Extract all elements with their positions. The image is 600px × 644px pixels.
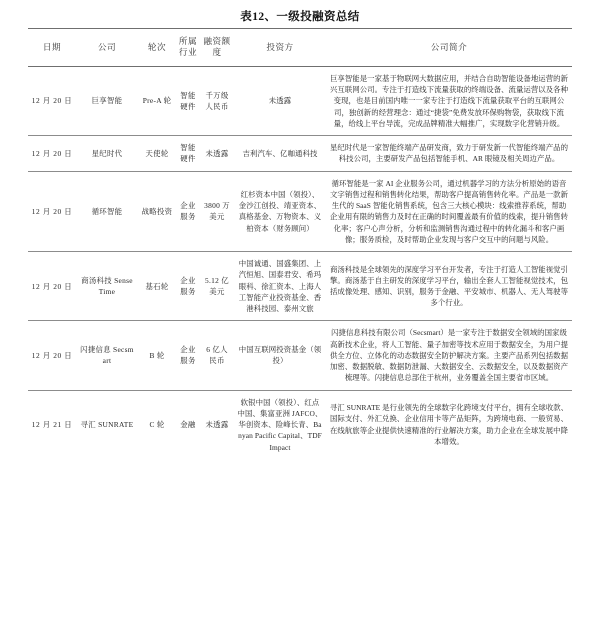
cell-round: 战略投资 (141, 206, 173, 216)
cell-company: 闪捷信息 Secsmart (80, 345, 134, 366)
cell-description: 巨享智能是一家基于物联网大数据应用，并结合自助智能设备地运营的新兴互联网公司。专注于打造线下流量获取的终端设备、流量运营以及各种变现，也是目前国内唯一一家专注于打造线下流量获取平台的互联网公司，独创新的经营理念：通过“捷袋”免费发放环保购物袋，获取线下流量，给线上平台导流，完成品牌精准大幅推广，实现数字化营销升级。 (329, 73, 569, 128)
cell-date: 12 月 20 日 (31, 96, 73, 106)
cell-investors: 软银中国（领投）、红点中国、集富亚洲 JAFCO、华创资本、险峰长青、Banyan Pacific Capital、TDF Impact (237, 397, 323, 452)
cell-round: B 轮 (149, 350, 165, 360)
table-row (28, 66, 572, 135)
table-header-row (28, 28, 572, 66)
cell-investors: 中国诚通、国盛集团、上汽恒旭、国泰君安、希玛眼科、徐汇资本、上海人工智能产业投资基金、香港科技园、泰州文旅 (238, 259, 322, 314)
cell-amount: 未透露 (205, 420, 229, 430)
cell-round: 基石轮 (145, 281, 169, 291)
cell-industry: 智能硬件 (180, 90, 196, 111)
cell-date: 12 月 20 日 (31, 350, 73, 360)
cell-amount: 6 亿人民币 (206, 345, 228, 366)
cell-company: 寻汇 SUNRATE (80, 420, 134, 430)
cell-description: 商汤科技是全球领先的深度学习平台开发者，专注于打造人工智能视觉引擎。商汤基于自主研发的深度学习平台，输出全套人工智能视觉技术，包括成像处理、感知、识别，服务于金融、平安城市、机器人、无人驾驶等多个行业。 (329, 264, 569, 308)
cell-amount: 千万级人民币 (205, 90, 229, 111)
table-row (28, 252, 572, 321)
column-header-company: 公司 (97, 41, 117, 52)
cell-amount: 5.12 亿美元 (205, 275, 229, 297)
column-header-industry: 所属行业 (178, 35, 198, 58)
table-row (28, 390, 572, 459)
cell-amount: 未透露 (205, 148, 229, 158)
cell-company: 星纪时代 (91, 148, 123, 158)
cell-date: 12 月 20 日 (31, 206, 73, 216)
cell-investors: 中国互联网投资基金（领投） (238, 345, 322, 366)
cell-company: 商汤科技 SenseTime (81, 275, 133, 297)
cell-round: Pre-A 轮 (142, 96, 172, 106)
column-header-investors: 投资方 (266, 41, 294, 52)
table-body (28, 66, 572, 459)
cell-amount: 3800 万美元 (204, 201, 230, 222)
cell-round: 天使轮 (145, 148, 169, 158)
cell-date: 12 月 20 日 (31, 281, 73, 291)
cell-industry: 智能硬件 (180, 143, 196, 164)
table-header (28, 28, 572, 66)
cell-company: 巨享智能 (91, 96, 123, 106)
cell-industry: 企业服务 (180, 275, 196, 297)
cell-industry: 金融 (180, 420, 196, 430)
cell-round: C 轮 (149, 420, 165, 430)
table-title: 表12、一级投融资总结 (240, 11, 360, 23)
table-row (28, 171, 572, 252)
cell-industry: 企业服务 (180, 201, 196, 222)
cell-investors: 红杉资本中国（领投）、金沙江创投、靖亚资本、真格基金、万物资本、义柏资本（财务顾问） (238, 189, 322, 233)
column-header-amount: 融资额度 (203, 35, 231, 58)
cell-investors: 吉利汽车、亿咖通科技 (242, 148, 318, 158)
cell-description: 寻汇 SUNRATE 是行业领先的全球数字化跨境支付平台，拥有全球收款、国际支付、外汇兑换、企业信用卡等产品矩阵，为跨境电商、一般贸易、在线航旅等企业提供快速精准的行业解决方案，助力企业在全球发展中降本增效。 (329, 403, 569, 446)
cell-description: 星纪时代是一家智能终端产品研发商，致力于研发新一代智能终端产品的科技公司，主要研发产品包括智能手机、AR 眼镜及相关周边产品。 (329, 143, 569, 164)
cell-description: 闪捷信息科技有限公司（Secsmart）是一家专注于数据安全领域的国家级高新技术企业，将人工智能、量子加密等技术应用于数据安全，为用户提供全方位、立体化的动态数据安全防护解决方案。主要产品系列包括数据加密、数据脱敏、数据防泄漏、大数据安全、云数据安全，以及数据资产梳理等。闪捷信息总部住于杭州，业务覆盖全国主要省市区域。 (329, 328, 569, 383)
cell-company: 循环智能 (91, 206, 123, 216)
cell-investors: 未透露 (268, 96, 292, 106)
cell-date: 12 月 21 日 (31, 420, 73, 430)
financing-summary-table (28, 28, 572, 459)
table-row (28, 321, 572, 390)
cell-date: 12 月 20 日 (31, 148, 73, 158)
table-row (28, 136, 572, 172)
column-header-date: 日期 (42, 41, 62, 52)
cell-industry: 企业服务 (180, 345, 196, 366)
column-header-round: 轮次 (147, 41, 167, 52)
cell-description: 循环智能是一家 AI 企业服务公司，通过机器学习的方法分析原始的语音文字销售过程和销售转化结果，帮助客户提高销售转化率。产品是一款新生代的 SaaS 智能化销售系统，包含三大核心模块：线索推荐系统，帮助企业用有限的销售力及时在正确的时间覆盖最有价值的线索，提升销售转化率；客户心声分析，分析和监测销售沟通过程中的转化漏斗和客户画像；服务质检，及时帮助企业发现与客户交互中的问题与风险。 (329, 178, 569, 244)
column-header-description: 公司简介 (430, 41, 468, 52)
